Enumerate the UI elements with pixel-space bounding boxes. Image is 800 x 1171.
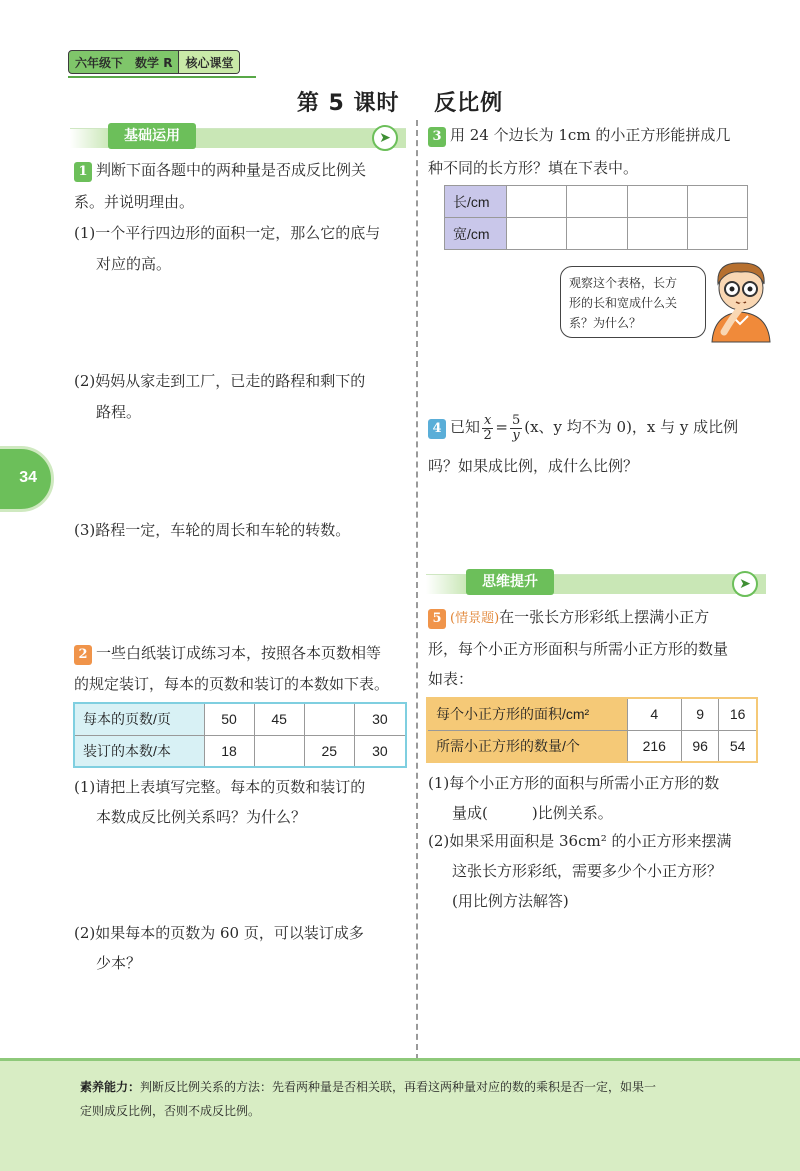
table-cell[interactable] [507, 218, 567, 250]
table-header-cell: 装订的本数/本 [74, 735, 204, 767]
q4-number: 4 [428, 419, 446, 439]
table-cell[interactable] [687, 186, 747, 218]
bubble-line: 系？为什么？ [569, 316, 642, 330]
table-cell: 30 [354, 735, 406, 767]
bubble-line: 观察这个表格，长方 [569, 276, 678, 290]
table-cell: 30 [354, 703, 406, 735]
series-label: 核心课堂 [178, 51, 239, 73]
grade-label: 六年级下 [75, 55, 124, 70]
q2-line1: 一些白纸装订成练习本，按照各本页数相等 [96, 644, 382, 662]
table-cell: 4 [627, 698, 682, 730]
table-cell: 45 [254, 703, 304, 735]
table-cell[interactable] [627, 186, 687, 218]
q2-sub1-line2: 本数成反比例关系吗？为什么？ [96, 808, 307, 826]
q3-number: 3 [428, 127, 446, 147]
table-cell: 54 [719, 730, 757, 762]
q5-sub1-line1: (1)每个小正方形的面积与所需小正方形的数 [428, 774, 720, 792]
table-row [74, 735, 406, 767]
section-title-advanced: 思维提升 [466, 569, 554, 595]
table-cell[interactable] [627, 218, 687, 250]
q1-item2-line1: (2)妈妈从家走到工厂，已走的路程和剩下的 [74, 372, 366, 390]
q5-stem [428, 602, 709, 634]
table-row [445, 218, 748, 250]
footer-label: 素养能力： [80, 1080, 141, 1094]
table-cell: 18 [204, 735, 254, 767]
q5-line1: 在一张长方形彩纸上摆满小正方 [499, 608, 710, 626]
table-header-cell: 长/cm [445, 186, 507, 218]
header-rule [68, 76, 256, 78]
q1-item2-line2: 路程。 [96, 403, 142, 421]
book-series-badge [68, 50, 240, 74]
table-cell[interactable] [687, 218, 747, 250]
footer-line2: 定则成反比例，否则不成反比例。 [80, 1104, 261, 1118]
q1-line1: 判断下面各题中的两种量是否成反比例关 [96, 161, 367, 179]
table-header-cell: 宽/cm [445, 218, 507, 250]
cartoon-boy-icon [706, 258, 776, 344]
q4-line2: 吗？如果成比例，成什么比例？ [428, 457, 639, 475]
q4-equals: = [495, 418, 508, 436]
q3-line2: 种不同的长方形？填在下表中。 [428, 159, 639, 177]
table-header-cell: 所需小正方形的数量/个 [427, 730, 627, 762]
section-title-basic: 基础运用 [108, 123, 196, 149]
table-cell: 16 [719, 698, 757, 730]
q1-number: 1 [74, 162, 92, 182]
q4-prefix: 已知 [450, 418, 481, 436]
table-cell: 25 [304, 735, 354, 767]
table-header-cell: 每个小正方形的面积/cm² [427, 698, 627, 730]
subject-label: 数学 R [135, 55, 173, 70]
q1-item1-line1: (1)一个平行四边形的面积一定，那么它的底与 [74, 224, 381, 242]
q4-fraction-2 [510, 414, 522, 443]
q5-table [426, 697, 758, 763]
q5-sub1-text-a: 量成( [452, 804, 488, 822]
q1-item1-line2: 对应的高。 [96, 255, 172, 273]
paper-plane-icon: ➤ [732, 571, 758, 597]
q2-number: 2 [74, 645, 92, 665]
q2-sub1-line1: (1)请把上表填写完整。每本的页数和装订的 [74, 778, 366, 796]
q5-sub2-line2: 这张长方形彩纸，需要多少个小正方形？ [452, 862, 723, 880]
footer-line1 [80, 1077, 656, 1097]
q5-sub2-line3: (用比例方法解答) [452, 892, 569, 910]
q1-line2: 系。并说明理由。 [74, 193, 195, 211]
footer-tip [0, 1058, 800, 1171]
q4-suffix: (x、y 均不为 0)，x 与 y 成比例 [524, 418, 739, 436]
q5-sub1-line2 [452, 798, 613, 828]
q5-line2: 形，每个小正方形面积与所需小正方形的数量 [428, 640, 729, 658]
page-number-tab [0, 446, 54, 512]
page-title: 第 5 课时 反比例 [296, 91, 504, 116]
q2-sub2-line2: 少本？ [96, 954, 142, 972]
table-cell[interactable] [567, 186, 627, 218]
table-row [445, 186, 748, 218]
q1-stem [74, 155, 366, 185]
section-banner-advanced [426, 574, 766, 594]
table-header-cell: 每本的页数/页 [74, 703, 204, 735]
section-banner-basic [70, 128, 406, 148]
q2-stem [74, 638, 381, 668]
footer-text-1: 判断反比例关系的方法：先看两种量是否相关联，再看这两种量对应的数的乘积是否一定，如果一 [140, 1080, 657, 1094]
q5-tag: (情景题) [450, 611, 500, 626]
table-cell [254, 735, 304, 767]
table-cell[interactable] [567, 218, 627, 250]
table-cell: 96 [682, 730, 719, 762]
q5-sub1-text-b: )比例关系。 [531, 804, 613, 822]
fraction-numerator: x [484, 412, 492, 428]
table-cell [304, 703, 354, 735]
bubble-line: 形的长和宽成什么关 [569, 296, 678, 310]
q3-table [444, 185, 748, 250]
table-row [74, 703, 406, 735]
q3-line1: 用 24 个边长为 1cm 的小正方形能拼成几 [450, 126, 731, 144]
speech-bubble [560, 266, 706, 338]
q2-sub2-line1: (2)如果每本的页数为 60 页，可以装订成多 [74, 924, 364, 942]
q2-line2: 的规定装订，每本的页数和装订的本数如下表。 [74, 675, 390, 693]
q3-stem [428, 120, 730, 150]
page-number: 34 [19, 469, 37, 486]
table-row [427, 698, 757, 730]
column-divider [416, 120, 418, 1060]
fraction-denominator: 2 [483, 427, 492, 443]
q4-fraction-1 [482, 414, 493, 443]
paper-plane-icon: ➤ [372, 125, 398, 151]
q5-number: 5 [428, 609, 446, 629]
q1-item3-line1: (3)路程一定，车轮的周长和车轮的转数。 [74, 521, 351, 539]
q5-line3: 如表： [428, 670, 474, 688]
q2-table [73, 702, 407, 768]
q5-sub2-line1: (2)如果采用面积是 36cm² 的小正方形来摆满 [428, 832, 732, 850]
table-row [427, 730, 757, 762]
fraction-denominator: y [512, 427, 520, 443]
table-cell[interactable] [507, 186, 567, 218]
q4-stem [428, 412, 738, 446]
table-cell: 50 [204, 703, 254, 735]
table-cell: 216 [627, 730, 682, 762]
table-cell: 9 [682, 698, 719, 730]
fraction-numerator: 5 [511, 412, 521, 428]
